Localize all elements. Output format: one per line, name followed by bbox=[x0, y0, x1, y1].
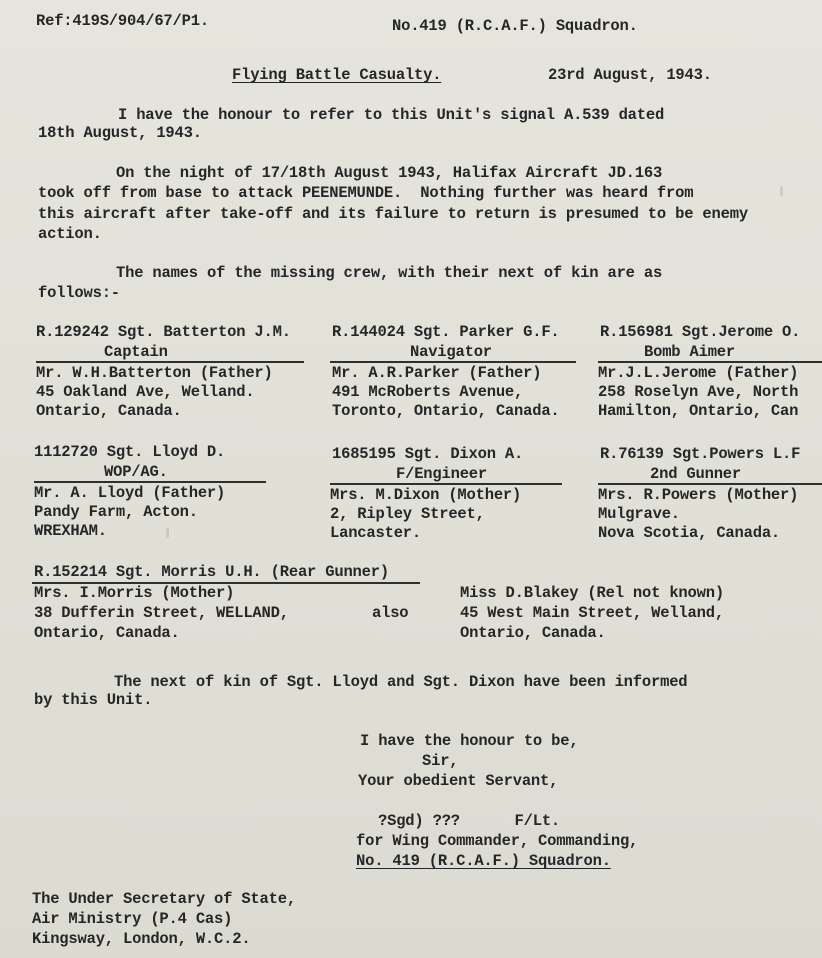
crew-service-line: R.156981 Sgt.Jerome O. bbox=[600, 323, 801, 341]
nok-name: Mr.J.L.Jerome (Father) bbox=[598, 364, 799, 382]
crew-role: WOP/AG. bbox=[104, 463, 168, 481]
crew-divider bbox=[36, 361, 304, 363]
nok-name: Mrs. M.Dixon (Mother) bbox=[330, 486, 522, 504]
nok-address: 38 Dufferin Street, WELLAND, bbox=[34, 604, 289, 622]
para1-line1: I have the honour to refer to this Unit's signal A.539 dated bbox=[118, 106, 665, 124]
signature-line: ?Sgd) ??? F/Lt. bbox=[378, 812, 561, 830]
nok-name: Mr. A. Lloyd (Father) bbox=[34, 484, 226, 502]
crew-role: 2nd Gunner bbox=[650, 465, 742, 483]
para2-line3: this aircraft after take-off and its failure to return is presumed to be enemy bbox=[38, 205, 748, 223]
signatory-title: for Wing Commander, Commanding, bbox=[356, 832, 639, 850]
other-contact-name: Miss D.Blakey (Rel not known) bbox=[460, 584, 724, 602]
addressee-line2: Air Ministry (P.4 Cas) bbox=[32, 910, 233, 928]
nok-address: 491 McRoberts Avenue, bbox=[332, 383, 524, 401]
crew-divider bbox=[330, 361, 576, 363]
crew-service-line: R.129242 Sgt. Batterton J.M. bbox=[36, 323, 291, 341]
para3-line2: follows:- bbox=[38, 284, 120, 302]
signatory-unit: No. 419 (R.C.A.F.) Squadron. bbox=[356, 852, 611, 870]
nok-name: Mrs. R.Powers (Mother) bbox=[598, 486, 799, 504]
nok-location: Ontario, Canada. bbox=[34, 624, 180, 642]
crew-service-line: 1112720 Sgt. Lloyd D. bbox=[34, 443, 226, 461]
crew-divider bbox=[330, 483, 562, 485]
crew-role: F/Engineer bbox=[396, 465, 488, 483]
crew-role: Captain bbox=[104, 343, 168, 361]
para2-line4: action. bbox=[38, 225, 102, 243]
para4-line2: by this Unit. bbox=[34, 691, 153, 709]
crew-divider bbox=[598, 483, 822, 485]
nok-address: 2, Ripley Street, bbox=[330, 505, 485, 523]
nok-location: Lancaster. bbox=[330, 524, 422, 542]
crew-role: Bomb Aimer bbox=[644, 343, 736, 361]
para3-line1: The names of the missing crew, with their next of kin are as bbox=[116, 264, 663, 282]
nok-name: Mrs. I.Morris (Mother) bbox=[34, 584, 235, 602]
para1-line2: 18th August, 1943. bbox=[38, 124, 202, 142]
closing-line1: I have the honour to be, bbox=[360, 732, 579, 750]
closing-sir: Sir, bbox=[422, 752, 459, 770]
nok-name: Mr. W.H.Batterton (Father) bbox=[36, 364, 273, 382]
other-contact-address: 45 West Main Street, Welland, bbox=[460, 604, 724, 622]
also-label: also bbox=[372, 604, 409, 622]
crew-role: Navigator bbox=[410, 343, 492, 361]
nok-address: 45 Oakland Ave, Welland. bbox=[36, 383, 255, 401]
addressee-line3: Kingsway, London, W.C.2. bbox=[32, 930, 251, 948]
nok-address: 258 Roselyn Ave, North bbox=[598, 383, 799, 401]
para2-line1: On the night of 17/18th August 1943, Halifax Aircraft JD.163 bbox=[116, 164, 663, 182]
reference: Ref:419S/904/67/P1. bbox=[36, 12, 209, 30]
nok-name: Mr. A.R.Parker (Father) bbox=[332, 364, 542, 382]
letter-date: 23rd August, 1943. bbox=[548, 66, 712, 84]
crew-service-line: R.152214 Sgt. Morris U.H. (Rear Gunner) bbox=[34, 563, 389, 581]
nok-address: Mulgrave. bbox=[598, 505, 680, 523]
other-contact-location: Ontario, Canada. bbox=[460, 624, 606, 642]
nok-location: WREXHAM. bbox=[34, 522, 107, 540]
nok-location: Hamilton, Ontario, Can bbox=[598, 402, 799, 420]
crew-divider bbox=[598, 361, 822, 363]
paper-mark bbox=[166, 528, 169, 538]
nok-location: Nova Scotia, Canada. bbox=[598, 524, 781, 542]
squadron-heading: No.419 (R.C.A.F.) Squadron. bbox=[392, 17, 638, 35]
crew-service-line: 1685195 Sgt. Dixon A. bbox=[332, 445, 524, 463]
addressee-line1: The Under Secretary of State, bbox=[32, 890, 296, 908]
para2-line2: took off from base to attack PEENEMUNDE. Nothing further was heard from bbox=[38, 184, 694, 202]
paper-mark bbox=[780, 186, 783, 196]
nok-location: Ontario, Canada. bbox=[36, 402, 182, 420]
crew-service-line: R.76139 Sgt.Powers L.F bbox=[600, 445, 801, 463]
nok-location: Toronto, Ontario, Canada. bbox=[332, 402, 560, 420]
closing-servant: Your obedient Servant, bbox=[358, 772, 559, 790]
para4-line1: The next of kin of Sgt. Lloyd and Sgt. Dixon have been informed bbox=[114, 673, 688, 691]
subject-title: Flying Battle Casualty. bbox=[232, 66, 442, 84]
crew-divider bbox=[34, 481, 266, 483]
nok-address: Pandy Farm, Acton. bbox=[34, 503, 198, 521]
crew-service-line: R.144024 Sgt. Parker G.F. bbox=[332, 323, 560, 341]
